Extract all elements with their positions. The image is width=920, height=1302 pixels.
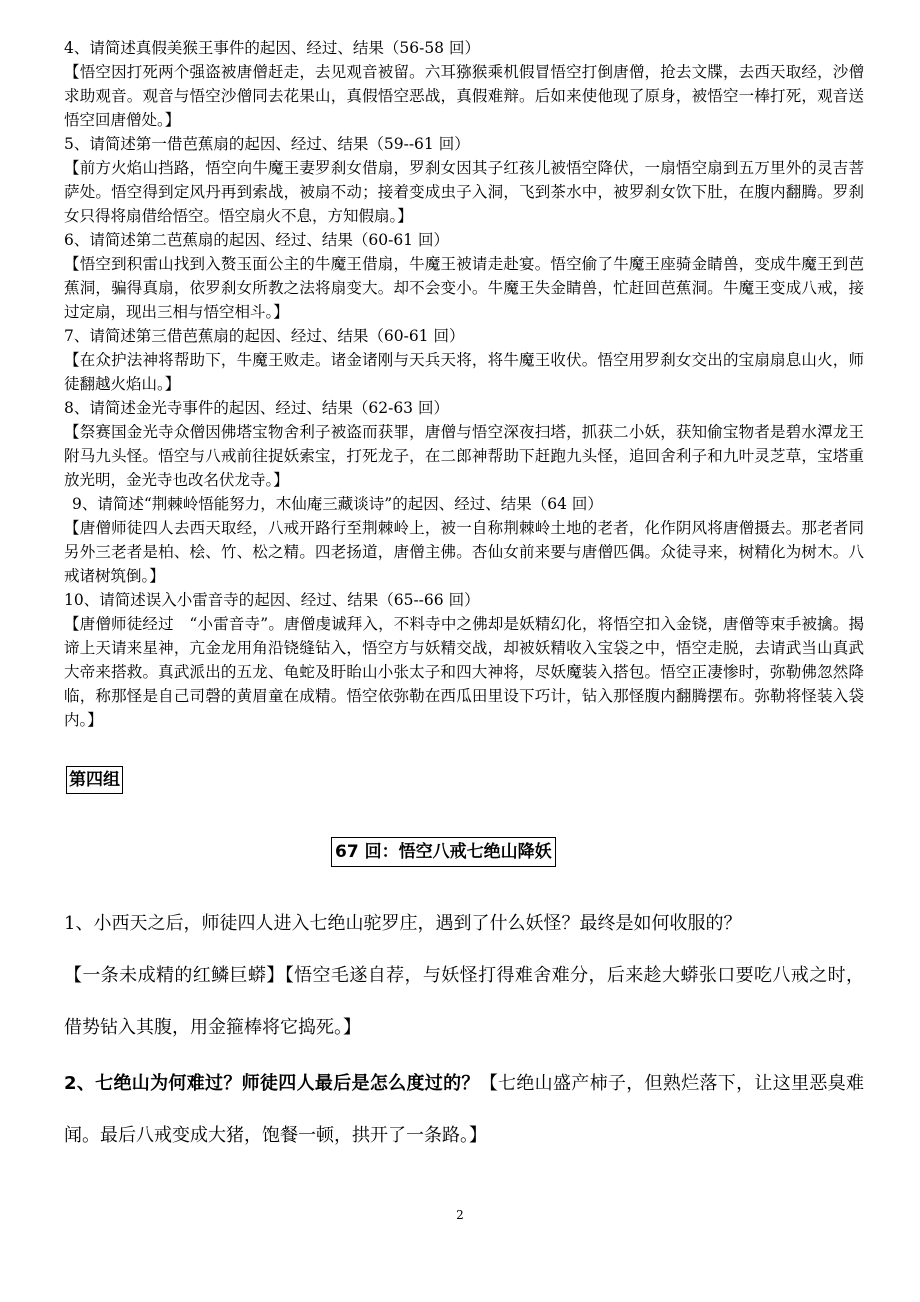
answer-10: 【唐僧师徒经过 “小雷音寺”。唐僧虔诚拜入，不料寺中之佛却是妖精幻化，将悟空扣入金铙，唐僧等束手被擒。揭谛上天请来星神，亢金龙用角沿铙缝钻入，悟空方与妖精交战，却被妖精收入宝袋之中，悟空走脱，去请武当山真武大帝来搭救。真武派出的五龙、龟蛇及盱眙山小张太子和四大神将，尽妖魔装入搭包。悟空正凄惨时，弥勒佛忽然降临，称那怪是自己司磬的黄眉童在成精。悟空依弥勒在西瓜田里设下巧计，钻入那怪腹内翻腾摆布。弥勒将怪装入袋内。】 [64, 615, 864, 729]
section-answer-2-text: 【七绝山盛产柿子，但熟烂落下，让这里恶臭难闻。最后八戒变成大猪，饱餐一顿，拱开了一条路。】 [64, 1073, 864, 1146]
chapter-title: 67 回：悟空八戒七绝山降妖 [331, 837, 556, 867]
answer-9: 【唐僧师徒四人去西天取经，八戒开路行至荆棘岭上，被一自称荆棘岭土地的老者，化作阴风将唐僧摄去。那老者同另外三老者是柏、桧、竹、松之精。四老扬道，唐僧主佛。杏仙女前来要与唐僧匹偶。众徒寻来，树精化为树木。八戒诸树筑倒。】 [64, 519, 864, 585]
answer-8: 【祭赛国金光寺众僧因佛塔宝物舍利子被盗而获罪，唐僧与悟空深夜扫塔，抓获二小妖，获知偷宝物者是碧水潭龙王附马九头怪。悟空与八戒前往捉妖索宝，打死龙子，在二郎神帮助下赶跑九头怪，追回舍利子和九叶灵芝草，宝塔重放光明，金光寺也改名伏龙寺。】 [64, 423, 864, 489]
section-question-1-text: 1、小西天之后，师徒四人进入七绝山驼罗庄，遇到了什么妖怪？最终是如何收服的？ [64, 913, 742, 934]
question-5: 5、请简述第一借芭蕉扇的起因、经过、结果（59--61 回） [64, 135, 470, 153]
content-block [64, 36, 864, 732]
question-8: 8、请简述金光寺事件的起因、经过、结果（62-63 回） [64, 399, 449, 417]
question-7: 7、请简述第三借芭蕉扇的起因、经过、结果（60-61 回） [64, 327, 465, 345]
answer-6: 【悟空到积雷山找到入赘玉面公主的牛魔王借扇，牛魔王被请走赴宴。悟空偷了牛魔王座骑金睛兽，变成牛魔王到芭蕉洞，骗得真扇，依罗刹女所教之法将扇变大。却不会变小。牛魔王失金睛兽，忙赶回芭蕉洞。牛魔王变成八戒，接过定扇，现出三相与悟空相斗。】 [64, 255, 864, 321]
question-4: 4、请简述真假美猴王事件的起因、经过、结果（56-58 回） [64, 39, 480, 57]
group-title: 第四组 [66, 766, 123, 794]
question-9: 9、请简述“荆棘岭悟能努力，木仙庵三藏谈诗”的起因、经过、结果（64 回） [72, 495, 603, 513]
answer-5: 【前方火焰山挡路，悟空向牛魔王妻罗刹女借扇，罗刹女因其子红孩儿被悟空降伏，一扇悟空扇到五万里外的灵吉菩萨处。悟空得到定风丹再到索战，被扇不动；接着变成虫子入洞，飞到茶水中，被罗刹女饮下肚，在腹内翻腾。罗刹女只得将扇借给悟空。悟空扇火不息，方知假扇。】 [64, 159, 864, 225]
page-number: 2 [456, 1208, 464, 1222]
section-question-1 [64, 898, 864, 1054]
question-10: 10、请简述误入小雷音寺的起因、经过、结果（65--66 回） [64, 591, 480, 609]
answer-7: 【在众护法神将帮助下，牛魔王败走。诸金诸刚与天兵天将，将牛魔王收伏。悟空用罗刹女交出的宝扇扇息山火，师徒翻越火焰山。】 [64, 351, 864, 393]
answer-4: 【悟空因打死两个强盗被唐僧赶走，去见观音被留。六耳猕猴乘机假冒悟空打倒唐僧，抢去文牒，去西天取经，沙僧求助观音。观音与悟空沙僧同去花果山，真假悟空恶战，真假难辩。后如来使他现了原身，被悟空一棒打死，观音送悟空回唐僧处。】 [64, 63, 864, 129]
question-6: 6、请简述第二芭蕉扇的起因、经过、结果（60-61 回） [64, 231, 449, 249]
section-question-2-text: 2、七绝山为何难过？师徒四人最后是怎么度过的？ [64, 1073, 480, 1094]
section-question-2 [64, 1058, 864, 1162]
section-answer-1-text: 【一条未成精的红鳞巨蟒】【悟空毛遂自荐，与妖怪打得难舍难分，后来趁大蟒张口要吃八戒之时，借势钻入其腹，用金箍棒将它捣死。】 [64, 965, 864, 1038]
